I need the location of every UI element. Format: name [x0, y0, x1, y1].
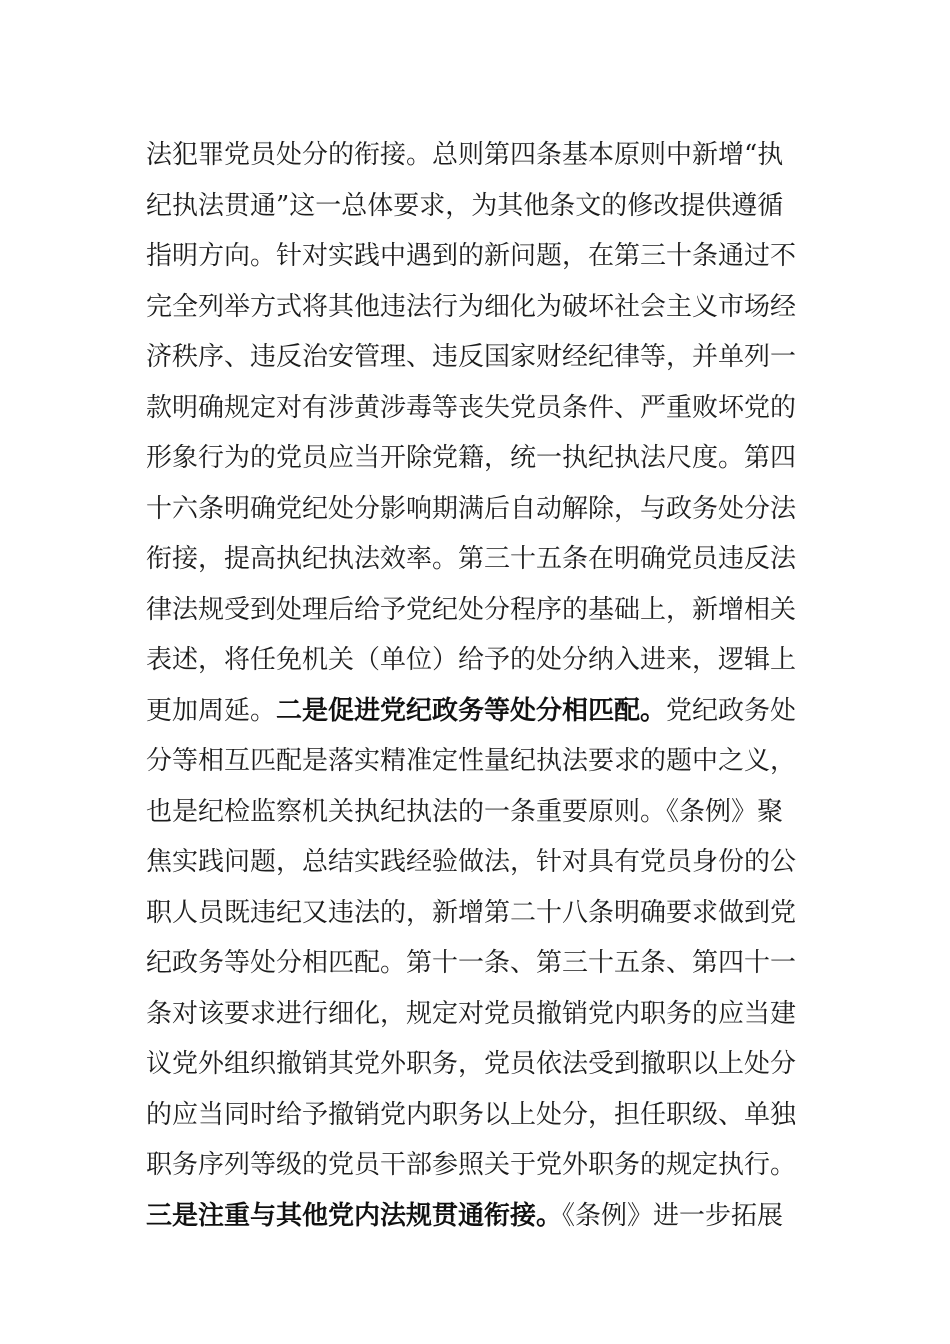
text-line: [146, 1090, 811, 1141]
text-line: [146, 433, 811, 484]
text-line: [146, 1191, 811, 1242]
text-segment: 《条例》进一步拓展: [562, 1200, 784, 1231]
text-line: [146, 484, 811, 535]
text-segment: 分等相互匹配是落实精准定性量纪执法要求的题中之义，: [146, 746, 797, 776]
text-line: [146, 534, 811, 585]
body-paragraph: [146, 130, 811, 1241]
text-segment: 焦实践问题，总结实践经验做法，针对具有党员身份的公: [146, 847, 797, 877]
bold-heading-segment: 三是注重与其他党内法规贯通衔接。: [146, 1200, 563, 1231]
text-line: [146, 938, 811, 989]
text-segment: 职务序列等级的党员干部参照关于党外职务的规定执行。: [146, 1150, 797, 1180]
text-segment: 法犯罪党员处分的衔接。总则第四条基本原则中新增“执: [146, 140, 784, 170]
text-segment: 济秩序、违反治安管理、违反国家财经纪律等，并单列一: [146, 342, 797, 372]
text-segment: 纪政务等处分相匹配。第十一条、第三十五条、第四十一: [146, 948, 797, 978]
text-segment: 款明确规定对有涉黄涉毒等丧失党员条件、严重败坏党的: [146, 392, 797, 423]
text-line: [146, 736, 811, 787]
text-segment: 指明方向。针对实践中遇到的新问题，在第三十条通过不: [146, 241, 797, 271]
text-line: [146, 888, 811, 939]
text-line: [146, 332, 811, 383]
text-line: [146, 635, 811, 686]
text-line: [146, 282, 811, 333]
text-line: [146, 1039, 811, 1090]
text-segment: 十六条明确党纪处分影响期满后自动解除，与政务处分法: [146, 493, 797, 524]
text-line: [146, 1140, 811, 1191]
text-segment: 更加周延。: [146, 695, 277, 726]
text-line: [146, 231, 811, 282]
text-line: [146, 686, 811, 737]
text-segment: 也是纪检监察机关执纪执法的一条重要原则。《条例》聚: [146, 796, 784, 827]
text-line: [146, 787, 811, 838]
text-segment: 纪执法贯通”这一总体要求，为其他条文的修改提供遵循: [146, 190, 784, 221]
text-line: [146, 383, 811, 434]
text-segment: 议党外组织撤销其党外职务，党员依法受到撤职以上处分: [146, 1049, 797, 1079]
bold-heading-segment: 二是促进党纪政务等处分相匹配。: [276, 695, 667, 726]
text-segment: 条对该要求进行细化，规定对党员撤销党内职务的应当建: [146, 998, 797, 1029]
text-segment: 表述，将任免机关（单位）给予的处分纳入进来，逻辑上: [146, 645, 797, 675]
text-segment: 衔接，提高执纪执法效率。第三十五条在明确党员违反法: [146, 544, 797, 574]
text-line: [146, 989, 811, 1040]
text-segment: 的应当同时给予撤销党内职务以上处分，担任职级、单独: [146, 1099, 797, 1130]
text-line: [146, 585, 811, 636]
text-segment: 完全列举方式将其他违法行为细化为破坏社会主义市场经: [146, 291, 797, 322]
text-line: [146, 837, 811, 888]
text-segment: 形象行为的党员应当开除党籍，统一执纪执法尺度。第四: [146, 443, 797, 473]
text-segment: 职人员既违纪又违法的，新增第二十八条明确要求做到党: [146, 897, 797, 928]
text-segment: 律法规受到处理后给予党纪处分程序的基础上，新增相关: [146, 594, 797, 625]
text-line: [146, 181, 811, 232]
text-segment: 党纪政务处: [666, 695, 797, 726]
text-line: [146, 130, 811, 181]
